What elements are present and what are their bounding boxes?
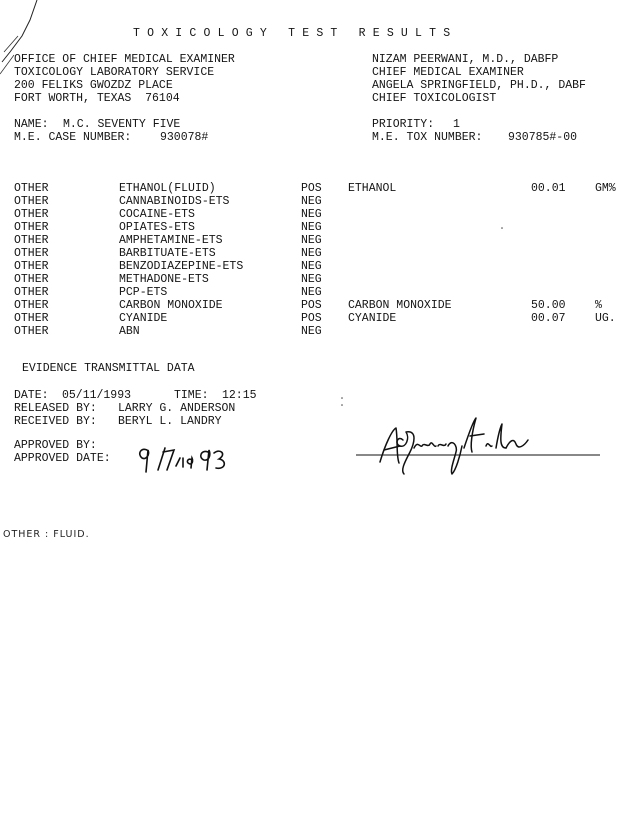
report-title: TOXICOLOGY TEST RESULTS — [133, 27, 458, 40]
office-line-3: 200 FELIKS GWOZDZ PLACE — [14, 79, 173, 92]
value-cell: 00.07 — [531, 312, 566, 325]
tox-number-label: M.E. TOX NUMBER: — [372, 131, 483, 144]
evidence-date-label: DATE: — [14, 389, 49, 402]
received-by-value: BERYL L. LANDRY — [118, 415, 222, 428]
value-cell: 00.01 — [531, 182, 566, 195]
value-cell: 50.00 — [531, 299, 566, 312]
approved-date-label: APPROVED DATE: — [14, 452, 111, 465]
result-cell: NEG — [301, 260, 322, 273]
test-cell: ABN — [119, 325, 140, 338]
staff-line-3: ANGELA SPRINGFIELD, PH.D., DABF — [372, 79, 586, 92]
specimen-cell: OTHER — [14, 260, 49, 273]
staff-line-4: CHIEF TOXICOLOGIST — [372, 92, 497, 105]
result-cell: NEG — [301, 221, 322, 234]
case-name-label: NAME: — [14, 118, 49, 131]
priority-value: 1 — [453, 118, 460, 131]
test-cell: CYANIDE — [119, 312, 168, 325]
tox-number-value: 930785#-00 — [508, 131, 578, 144]
staff-line-2: CHIEF MEDICAL EXAMINER — [372, 66, 524, 79]
result-cell: NEG — [301, 247, 322, 260]
specimen-cell: OTHER — [14, 299, 49, 312]
test-cell: PCP-ETS — [119, 286, 168, 299]
case-name-value: M.C. SEVENTY FIVE — [63, 118, 181, 131]
specimen-cell: OTHER — [14, 208, 49, 221]
test-cell: METHADONE-ETS — [119, 273, 209, 286]
received-by-label: RECEIVED BY: — [14, 415, 97, 428]
specimen-cell: OTHER — [14, 195, 49, 208]
evidence-time-value: 12:15 — [222, 389, 257, 402]
specimen-cell: OTHER — [14, 286, 49, 299]
evidence-heading: EVIDENCE TRANSMITTAL DATA — [22, 362, 195, 375]
priority-label: PRIORITY: — [372, 118, 435, 131]
specimen-cell: OTHER — [14, 325, 49, 338]
unit-cell: % — [595, 299, 602, 312]
office-line-2: TOXICOLOGY LABORATORY SERVICE — [14, 66, 215, 79]
test-cell: OPIATES-ETS — [119, 221, 195, 234]
office-line-4: FORT WORTH, TEXAS 76104 — [14, 92, 180, 105]
specimen-cell: OTHER — [14, 247, 49, 260]
analyte-cell: CARBON MONOXIDE — [348, 299, 452, 312]
unit-cell: GM% — [595, 182, 616, 195]
result-cell: POS — [301, 312, 322, 325]
result-cell: NEG — [301, 273, 322, 286]
office-line-1: OFFICE OF CHIEF MEDICAL EXAMINER — [14, 53, 235, 66]
result-cell: NEG — [301, 325, 322, 338]
test-cell: AMPHETAMINE-ETS — [119, 234, 223, 247]
case-number-value: 930078# — [160, 131, 209, 144]
released-by-label: RELEASED BY: — [14, 402, 97, 415]
unit-cell: UG. — [595, 312, 616, 325]
result-cell: NEG — [301, 234, 322, 247]
case-number-label: M.E. CASE NUMBER: — [14, 131, 132, 144]
specimen-cell: OTHER — [14, 182, 49, 195]
test-cell: CANNABINOIDS-ETS — [119, 195, 230, 208]
evidence-time-label: TIME: — [174, 389, 209, 402]
result-cell: NEG — [301, 195, 322, 208]
result-cell: POS — [301, 299, 322, 312]
test-cell: COCAINE-ETS — [119, 208, 195, 221]
test-cell: BARBITUATE-ETS — [119, 247, 216, 260]
specimen-cell: OTHER — [14, 273, 49, 286]
test-cell: BENZODIAZEPINE-ETS — [119, 260, 244, 273]
analyte-cell: ETHANOL — [348, 182, 397, 195]
result-cell: NEG — [301, 208, 322, 221]
approved-by-label: APPROVED BY: — [14, 439, 97, 452]
test-cell: CARBON MONOXIDE — [119, 299, 223, 312]
specimen-cell: OTHER — [14, 234, 49, 247]
evidence-date-value: 05/11/1993 — [62, 389, 132, 402]
specimen-cell: OTHER — [14, 312, 49, 325]
staff-line-1: NIZAM PEERWANI, M.D., DABFP — [372, 53, 559, 66]
handwritten-note: OTHER : FLUID. — [3, 529, 90, 540]
result-cell: POS — [301, 182, 322, 195]
specimen-cell: OTHER — [14, 221, 49, 234]
result-cell: NEG — [301, 286, 322, 299]
released-by-value: LARRY G. ANDERSON — [118, 402, 236, 415]
analyte-cell: CYANIDE — [348, 312, 397, 325]
test-cell: ETHANOL(FLUID) — [119, 182, 216, 195]
